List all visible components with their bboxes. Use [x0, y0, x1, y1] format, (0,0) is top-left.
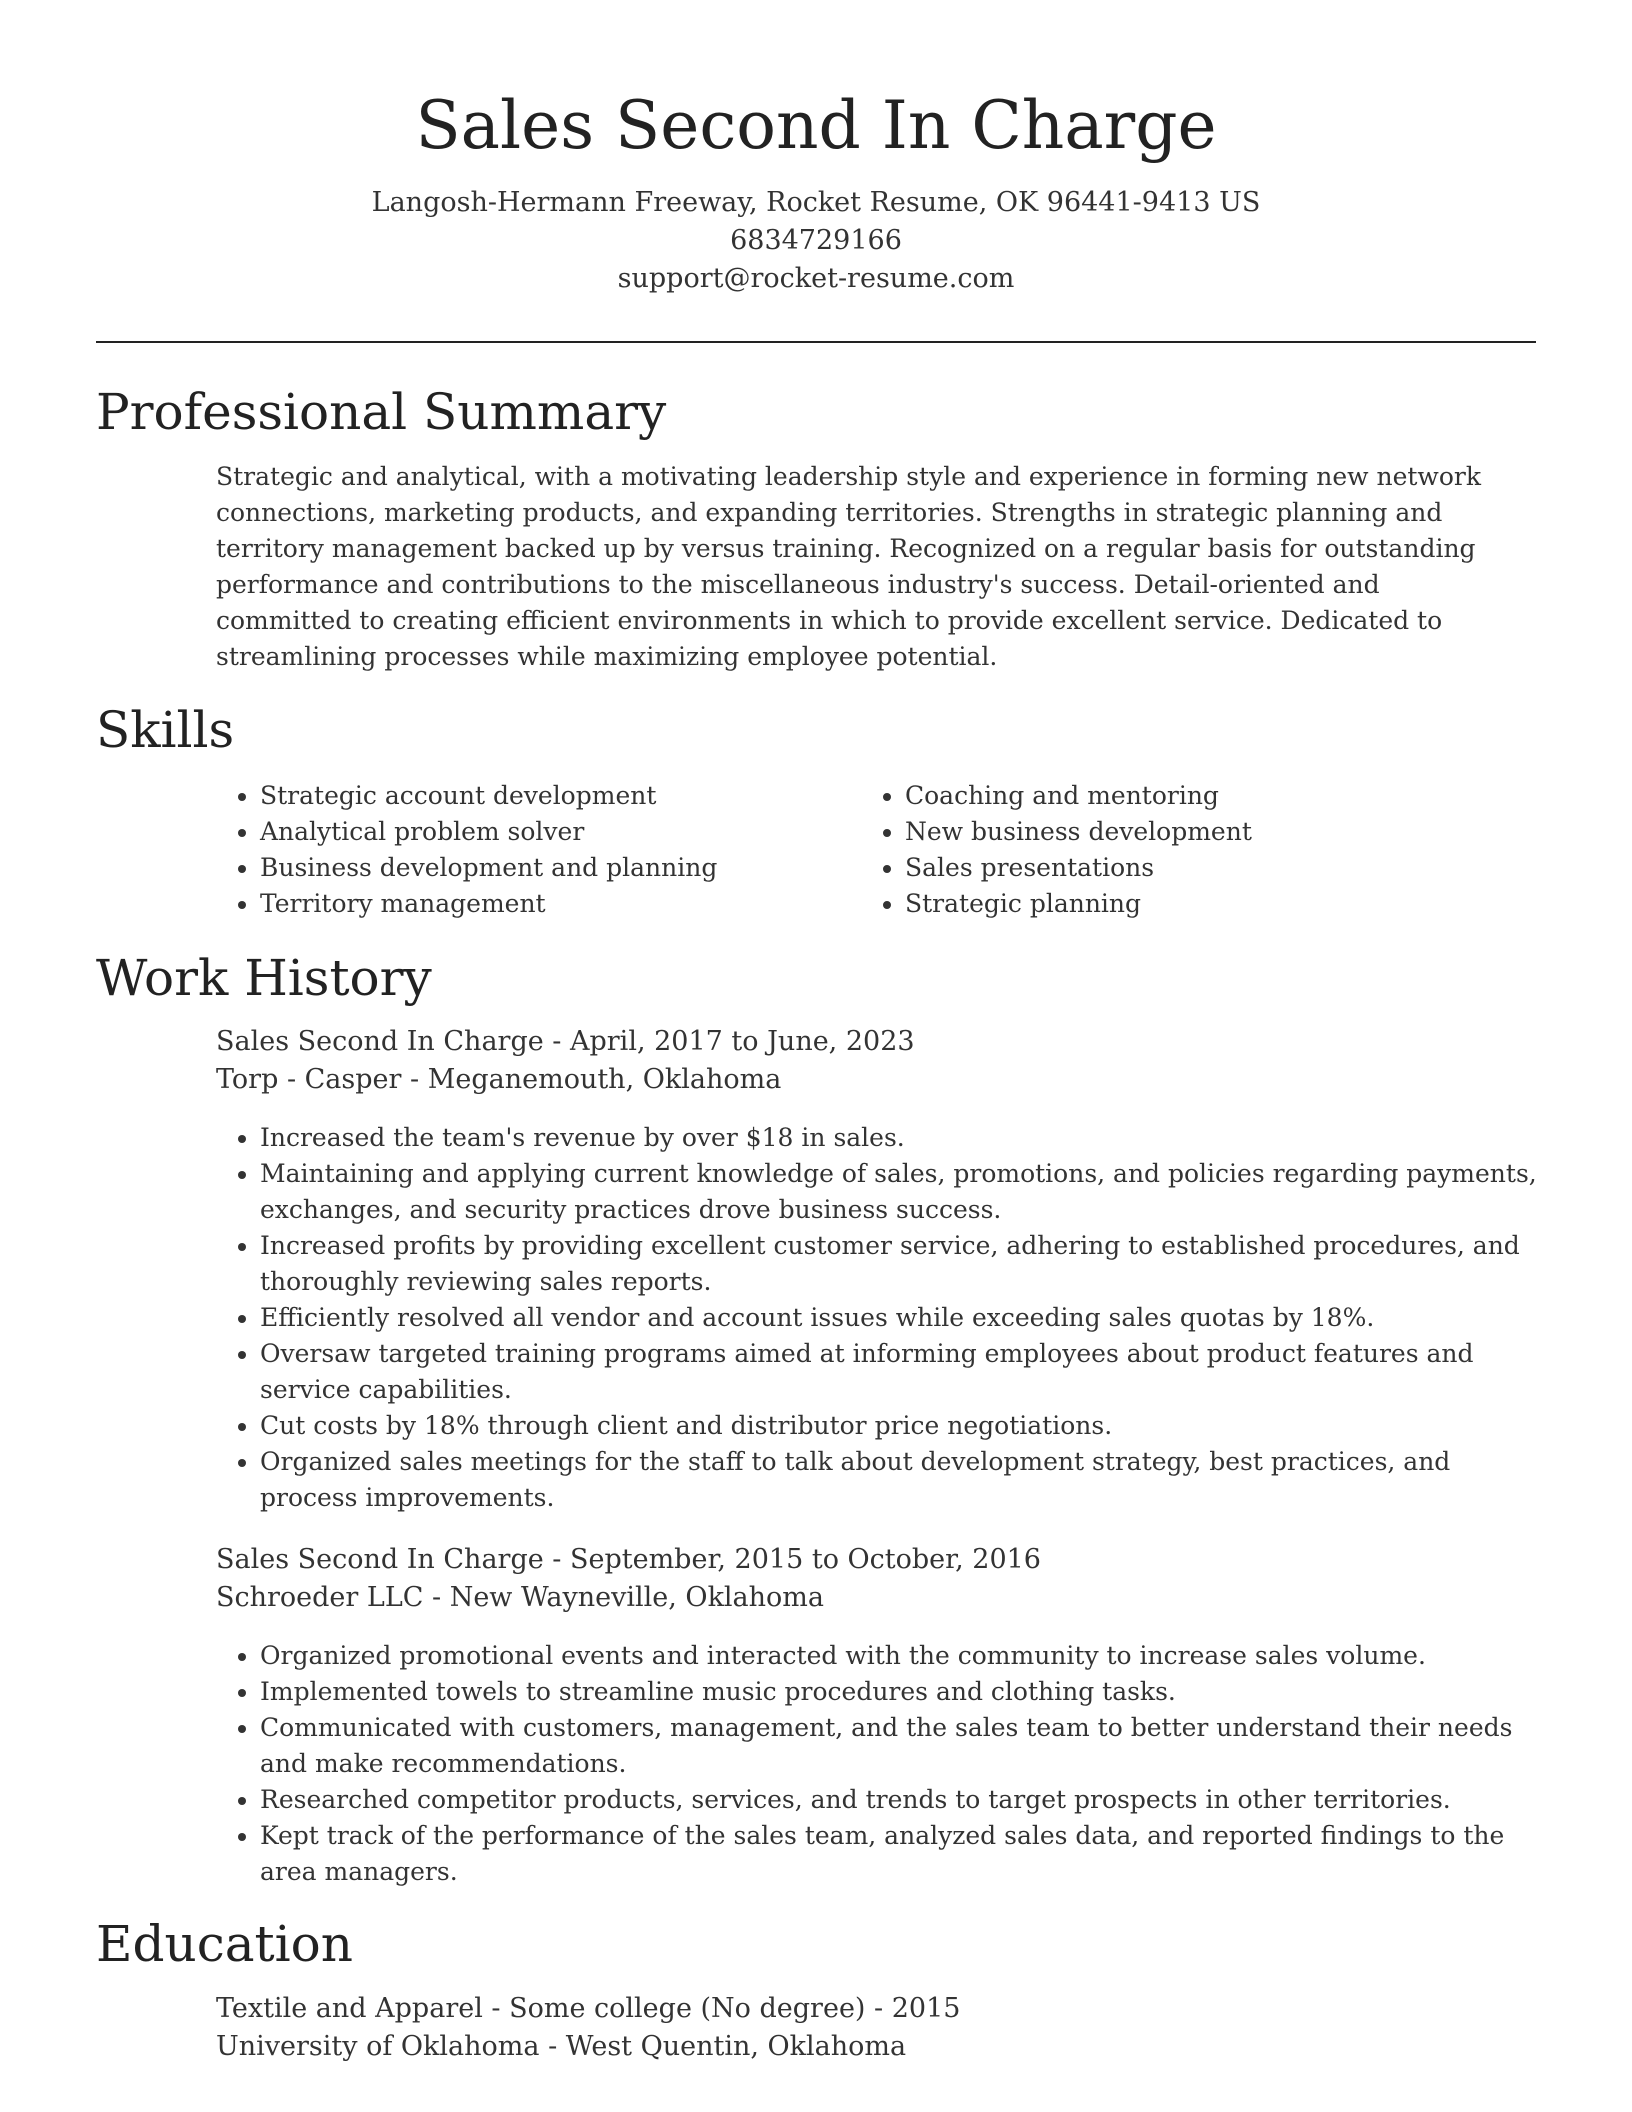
- summary-heading: Professional Summary: [96, 383, 667, 441]
- job-bullets: [216, 1120, 1550, 1516]
- list-item: • Increased the team's revenue by over $18 in sales.: [260, 1120, 1550, 1156]
- skills-list-right: [861, 778, 1525, 922]
- skill-item: • Sales presentations: [905, 850, 1525, 886]
- education-heading: Education: [96, 1915, 353, 1973]
- candidate-name: Sales Second In Charge: [415, 87, 1217, 164]
- skill-item: • Strategic account development: [260, 778, 860, 814]
- skills-list-left: [216, 778, 860, 922]
- skill-item: • Analytical problem solver: [260, 814, 860, 850]
- job-company-location: Torp - Casper - Meganemouth, Oklahoma: [216, 1064, 782, 1095]
- job-company-location: Schroeder LLC - New Wayneville, Oklahoma: [216, 1582, 825, 1613]
- job-bullets: [216, 1638, 1550, 1890]
- summary-text: Strategic and analytical, with a motivating leadership style and experience in forming new network connections, marketing products, and expanding territories. Strengths in strategic planning and territory management backed up by versus training. Recognized on a regular basis for outstanding performance and contributions to the miscellaneous industry's success. Detail-oriented and committed to creating efficient environments in which to provide excellent service. Dedicated to streamlining processes while maximizing employee potential.: [216, 462, 1481, 671]
- skill-item: • Strategic planning: [905, 886, 1525, 922]
- list-item: • Efficiently resolved all vendor and account issues while exceeding sales quotas by 18%.: [260, 1300, 1550, 1336]
- email: support@rocket-resume.com: [617, 263, 1015, 294]
- job-title-dates: Sales Second In Charge - April, 2017 to June, 2023: [216, 1026, 915, 1057]
- address: Langosh-Hermann Freeway, Rocket Resume, OK 96441-9413 US: [371, 187, 1261, 218]
- skill-item: • Territory management: [260, 886, 860, 922]
- education-school: University of Oklahoma - West Quentin, Oklahoma: [216, 2031, 907, 2062]
- list-item: • Maintaining and applying current knowledge of sales, promotions, and policies regarding payments, exchanges, and security practices drove business success.: [260, 1156, 1550, 1228]
- skill-item: • New business development: [905, 814, 1525, 850]
- phone: 6834729166: [730, 225, 902, 256]
- skill-item: • Business development and planning: [260, 850, 860, 886]
- list-item: • Organized sales meetings for the staff to talk about development strategy, best practices, and process improvements.: [260, 1444, 1550, 1516]
- skills-heading: Skills: [96, 701, 235, 759]
- list-item: • Kept track of the performance of the sales team, analyzed sales data, and reported findings to the area managers.: [260, 1818, 1550, 1890]
- resume-header: [96, 84, 1536, 298]
- job-title-dates: Sales Second In Charge - September, 2015 to October, 2016: [216, 1544, 1041, 1575]
- list-item: • Increased profits by providing excellent customer service, adhering to established procedures, and thoroughly reviewing sales reports.: [260, 1228, 1550, 1300]
- education-degree: Textile and Apparel - Some college (No degree) - 2015: [216, 1993, 961, 2024]
- list-item: • Organized promotional events and interacted with the community to increase sales volume.: [260, 1638, 1550, 1674]
- header-divider: [96, 341, 1536, 343]
- contact-block: [96, 184, 1536, 298]
- list-item: • Implemented towels to streamline music procedures and clothing tasks.: [260, 1674, 1550, 1710]
- work-heading: Work History: [96, 949, 432, 1007]
- list-item: • Cut costs by 18% through client and distributor price negotiations.: [260, 1408, 1550, 1444]
- list-item: • Researched competitor products, services, and trends to target prospects in other territories.: [260, 1782, 1550, 1818]
- list-item: • Oversaw targeted training programs aimed at informing employees about product features and service capabilities.: [260, 1336, 1550, 1408]
- list-item: • Communicated with customers, management, and the sales team to better understand their needs and make recommendations.: [260, 1710, 1550, 1782]
- skill-item: • Coaching and mentoring: [905, 778, 1525, 814]
